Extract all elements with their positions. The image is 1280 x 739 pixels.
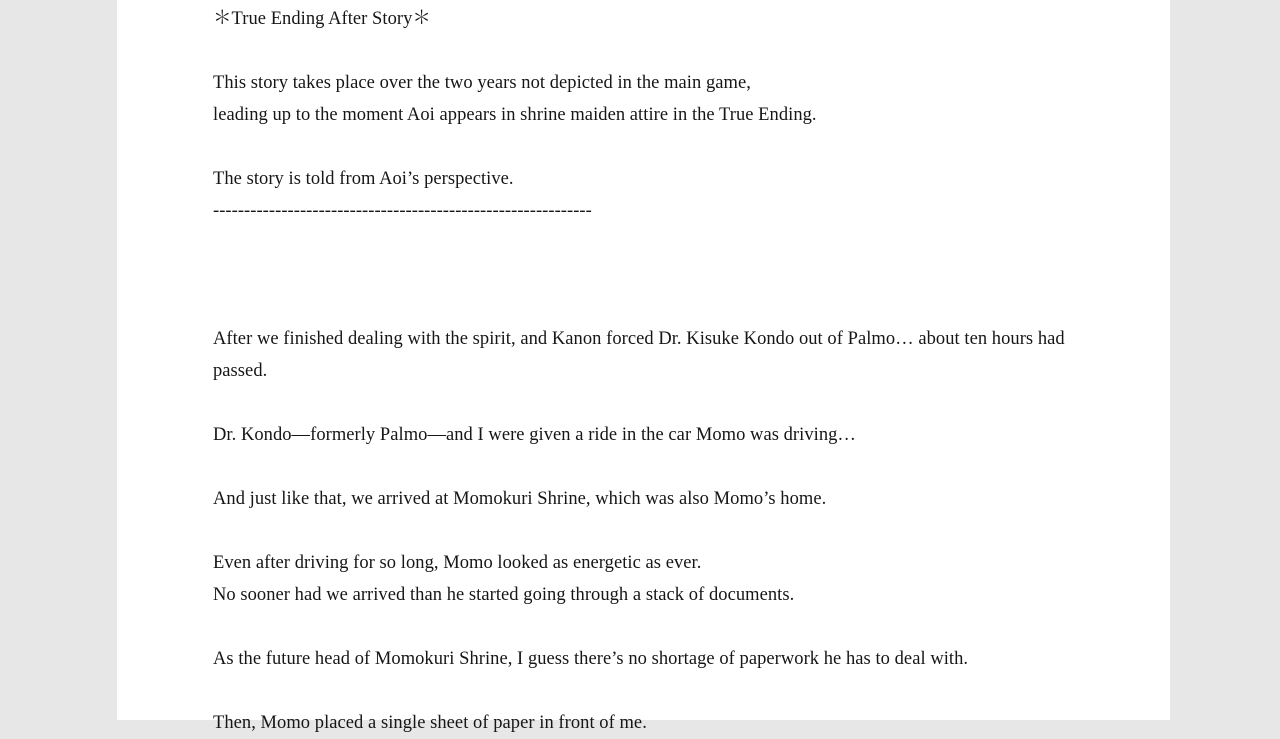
paragraph-6: Then, Momo placed a single sheet of paper in front of me. bbox=[213, 713, 647, 733]
spacer bbox=[213, 451, 1113, 483]
document-page bbox=[117, 0, 1170, 733]
story-text bbox=[213, 3, 1113, 739]
spacer bbox=[213, 387, 1113, 419]
spacer bbox=[213, 291, 1113, 323]
paragraph-3: And just like that, we arrived at Momokuri Shrine, which was also Momo’s home. bbox=[213, 489, 827, 509]
spacer bbox=[213, 611, 1113, 643]
story-heading: ＊True Ending After Story＊ bbox=[213, 9, 431, 29]
paragraph-2: Dr. Kondo—formerly Palmo—and I were given a ride in the car Momo was driving… bbox=[213, 425, 856, 445]
paragraph-1: After we finished dealing with the spirit, and Kanon forced Dr. Kisuke Kondo out of Palmo… about ten hours had passed. bbox=[213, 329, 1065, 381]
spacer bbox=[213, 227, 1113, 259]
intro-line-2: leading up to the moment Aoi appears in shrine maiden attire in the True Ending. bbox=[213, 105, 817, 125]
perspective-note: The story is told from Aoi’s perspective. bbox=[213, 169, 514, 189]
spacer bbox=[213, 35, 1113, 67]
spacer bbox=[213, 259, 1113, 291]
paragraph-4-line-1: Even after driving for so long, Momo looked as energetic as ever. bbox=[213, 553, 702, 573]
paragraph-4-line-2: No sooner had we arrived than he started going through a stack of documents. bbox=[213, 585, 795, 605]
spacer bbox=[213, 675, 1113, 707]
spacer bbox=[213, 131, 1113, 163]
spacer bbox=[213, 515, 1113, 547]
paragraph-5: As the future head of Momokuri Shrine, I guess there’s no shortage of paperwork he has to deal with. bbox=[213, 649, 969, 669]
divider-line: ------------------------------------------------------------- bbox=[213, 201, 592, 221]
intro-line-1: This story takes place over the two years not depicted in the main game, bbox=[213, 73, 751, 93]
